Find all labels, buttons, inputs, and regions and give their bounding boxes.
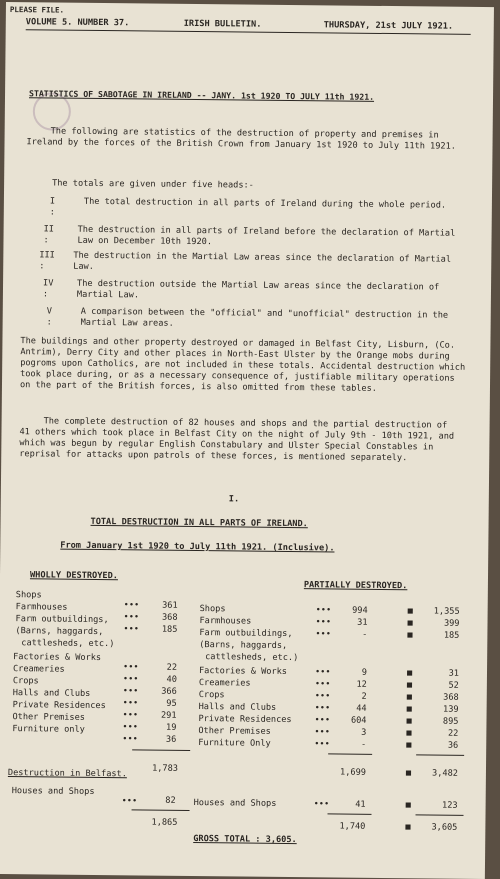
table-row [199,678,251,690]
table-row [12,724,85,736]
belfast-partial-value: 41 [355,799,366,810]
head-text: The destruction outside the Martial Law areas since the declaration of Martial Law. [76,278,440,301]
row-value: 44 [356,703,367,714]
head-number: II : [43,224,55,246]
table-row [16,602,68,614]
belfast-partial-label: Houses and Shops [193,798,277,809]
row-label: Creameries [198,678,251,689]
table-row [13,676,39,687]
partial-table: Shops Farmhouses Farm outbuildings, (Barns, haggards, cattlesheds, etc.) Factories & Works Creameries Crops Halls and Clubs Private Residences Other Premises Furniture Only ••• ••• ••• ••• ••• ••• ••• ••• ••• ••• 994 31 - 9 12 2 44 604 3 - ■ ■ ■ ■ ■ ■ ■ ■ ■ ■ 1,355 399 185 31 52 368 139 895 22 36 1,699 ■ 3,482 [6,2,494,7]
row-value: - [361,739,367,750]
row-total: 52 [448,680,459,691]
row-value: 291 [160,710,177,721]
row-value: 22 [166,662,178,673]
row-label: Farm outbuildings, [199,628,293,640]
row-value: 19 [165,722,177,733]
section-subtitle: From January 1st 1920 to July 11th 1921. (Inclusive). [60,540,335,554]
belfast-wholly-label: Houses and Shops [11,786,95,797]
intro-paragraph: The following are statistics of the destruction of property and premises in Ireland by the forces of the British Crown from January 1st 1920 to July 11th 1921. [26,126,456,152]
table-row [15,614,108,626]
row-total: 368 [443,692,459,703]
table-row [13,688,91,700]
section-number: I. [228,494,240,505]
row-value: 2 [361,691,367,702]
head-number: III : [39,250,55,272]
row-label: (Barns, haggards, [199,640,288,651]
belfast-wholly-value: 82 [165,795,176,806]
file-mark: PLEASE FILE. [9,5,65,15]
table-row [199,640,287,652]
table-row [200,604,226,615]
final-combined-total: 3,605 [431,822,458,833]
row-label: Private Residences [12,700,106,712]
table-row [13,664,65,676]
final-partial-total: 1,740 [339,821,366,832]
row-label: Farmhouses [199,616,252,627]
table-row [199,628,292,640]
row-label: cattlesheds, etc.) [205,652,299,664]
page-title: STATISTICS OF SABOTAGE IN IRELAND -- JANY. 1st 1920 TO JULY 11th 1921. [28,88,375,102]
row-label: Creameries [12,664,65,675]
row-value: 36 [165,734,177,745]
row-label: Shops [15,590,42,601]
table-row [16,590,42,601]
row-label: Factories & Works [13,652,102,664]
row-label: Crops [12,676,39,687]
wholly-table: Shops Farmhouses Farm outbuildings, (Barns, haggards, cattlesheds, etc.) Factories & Works Creameries Crops Halls and Clubs Private Residences Other Premises Furniture only ••• ••• ••• ••• ••• ••• ••• ••• ••• ••• 361 368 185 22 40 366 95 291 19 36 1,783 [6,2,494,7]
table-row [199,616,251,628]
head-number: I : [49,196,56,218]
row-label: Farmhouses [15,602,68,613]
row-value: 3 [361,727,367,738]
belfast-total: 123 [442,800,458,811]
table-row [198,726,271,738]
table-row [21,638,114,650]
head-number: V : [46,306,53,328]
row-label: Halls and Clubs [12,688,91,699]
row-value: 95 [166,698,177,709]
row-value: 31 [357,617,368,628]
row-label: Furniture Only [198,738,271,749]
table-row [198,738,271,750]
head-text: The destruction in the Martial Law areas since the declaration of Martial Law. [73,250,452,272]
row-total: 22 [447,728,459,739]
issue-date: THURSDAY, 21st JULY 1921. [323,20,454,32]
row-value: 12 [356,679,367,690]
belfast-heading: Destruction in Belfast. [7,768,127,780]
table-row [198,714,291,726]
table-row [12,712,85,724]
table-row [13,700,106,712]
table-row [205,652,298,664]
final-wholly-total: 1,865 [151,817,178,828]
row-total: 895 [442,716,459,727]
volume-number: VOLUME 5. NUMBER 37. [25,17,130,29]
row-label: Crops [198,690,225,701]
head-number: IV : [42,278,54,300]
head-text: The destruction in all parts of Ireland before the declaration of Martial Law on December 10th 1920. [77,224,456,248]
row-label: Furniture only [12,724,85,735]
gross-total: GROSS TOTAL : 3,605. [193,834,297,846]
row-label: cattlesheds, etc.) [21,638,115,650]
row-label: Factories & Works [198,666,288,677]
row-total: 1,355 [433,606,460,617]
row-value: 185 [161,624,178,635]
row-label: Private Residences [198,714,292,726]
row-value: 40 [166,674,177,685]
table-row [13,652,101,664]
row-value: 604 [350,715,367,726]
combined-total: 3,482 [432,768,458,779]
partial-total: 1,699 [340,767,367,778]
wholly-total: 1,783 [152,763,179,774]
head-text: A comparison between the "official" and "unofficial" destruction in the Martial Law areas. [80,306,449,329]
publication-name: IRISH BULLETIN. [183,18,262,30]
partially-heading: PARTIALLY DESTROYED. [303,580,408,592]
row-value: 994 [352,605,368,616]
row-label: Halls and Clubs [198,702,277,713]
row-total: 185 [443,630,460,641]
document-page: PLEASE FILE. VOLUME 5. NUMBER 37. IRISH BULLETIN. THURSDAY, 21st JULY 1921. STATISTICS OF SABOTAGE IN IRELAND -- JANY. 1st 1920 TO JULY 11th 1921. The following are statistics of the destruction of property and premises in Ireland by the forces of the British Crown from January 1st 1920 to July 11th 1921. The totals are given under five heads:- I : The total destruction in all parts of Ireland during the whole period. II : The destruction in all parts of Ireland before the declaration of Martial Law on December 10th 1920. III : The destruction in the Martial Law areas since the declaration of Martial Law. IV : The destruction outside the Martial Law areas since the declaration of Martial Law. V : A comparison between the "official" and "unofficial" destruction in the Martial Law areas. The buildings and other property destroyed or damaged in Belfast City, Lisburn, (Co. Antrim), Derry City and other places in North-East Ulster by the Orange mobs during pogroms upon Catholics, are not included in these totals. Accidental destruction which took place during, or as a necessary consequence of, justifiable military operations on the part of the British forces, is also omitted from these tables. The complete destruction of 82 houses and shops and the partial destruction of 41 others which took place in Belfast City on the night of July 9th - 10th 1921, and which was begun by regular English Constabulary and Ulster Special Constables in reprisal for attacks upon patrols of these forces, is mentioned separately. I. TOTAL DESTRUCTION IN ALL PARTS OF IRELAND. From January 1st 1920 to July 11th 1921. (Inclusive). WHOLLY DESTROYED. PARTIALLY DESTROYED. Shops Farmhouses Farm outbuildings, (Barns, haggards, cattlesheds, etc.) Factories & Works Creameries Crops Halls and Clubs Private Residences Other Premises Furniture only ••• ••• ••• ••• ••• ••• ••• ••• ••• ••• 361 368 185 22 40 366 95 291 19 36 1,783 Shops Farmhouses Farm outbuildings, (Barns, haggards, cattlesheds, etc.) Factories & Works Creameries Crops Halls and Clubs Private Residences Other Premises Furniture Only ••• ••• ••• ••• ••• ••• ••• ••• ••• ••• 994 31 - 9 12 2 44 604 3 - ■ ■ ■ ■ ■ ■ ■ ■ ■ ■ 1,355 399 185 31 52 368 139 895 22 36 1,699 ■ 3,482 Destruction in Belfast. Houses and Shops ••• 82 Houses and Shops ••• 41 ■ 123 1,865 1,740 ■ 3,605 GROSS TOTAL : 3,605. [0,2,494,879]
row-label: (Barns, haggards, [15,626,104,638]
table-row [199,666,287,678]
row-total: 31 [448,668,460,679]
row-value: 361 [162,600,178,611]
row-value: - [362,629,368,640]
row-total: 399 [443,618,460,629]
exclusions-paragraph: The buildings and other property destroyed or damaged in Belfast City, Lisburn, (Co. Antrim), Derry City and other places in North-East Ulster by the Orange mobs during pogroms upon Catholics, are not included in these totals. Accidental destruction which took place during, or as a necessary consequence of, justifiable military operations on the part of the British forces, is also omitted from these tables. [19,336,466,394]
belfast-note-paragraph: The complete destruction of 82 houses and shops and the partial destruction of 41 others which took place in Belfast City on the night of July 9th - 10th 1921, and which was begun by regular English Constabulary and Ulster Special Constables in reprisal for attacks upon patrols of these forces, is mentioned separately. [19,416,455,464]
row-label: Farm outbuildings, [15,614,109,626]
row-total: 139 [443,704,459,715]
section-title: TOTAL DESTRUCTION IN ALL PARTS OF IRELAND. [90,516,308,530]
table-row [15,626,103,638]
row-total: 36 [447,740,459,751]
heads-intro: The totals are given under five heads:- [52,178,254,191]
wholly-heading: WHOLLY DESTROYED. [29,570,119,582]
row-value: 9 [361,667,368,678]
row-label: Other Premises [12,712,85,723]
row-value: 366 [161,686,177,697]
table-row [199,702,277,714]
table-row [199,690,225,701]
row-label: Other Premises [198,726,271,737]
head-text: The total destruction in all parts of Ireland during the whole period. [83,196,447,211]
row-value: 368 [161,612,178,623]
row-label: Shops [199,604,226,615]
